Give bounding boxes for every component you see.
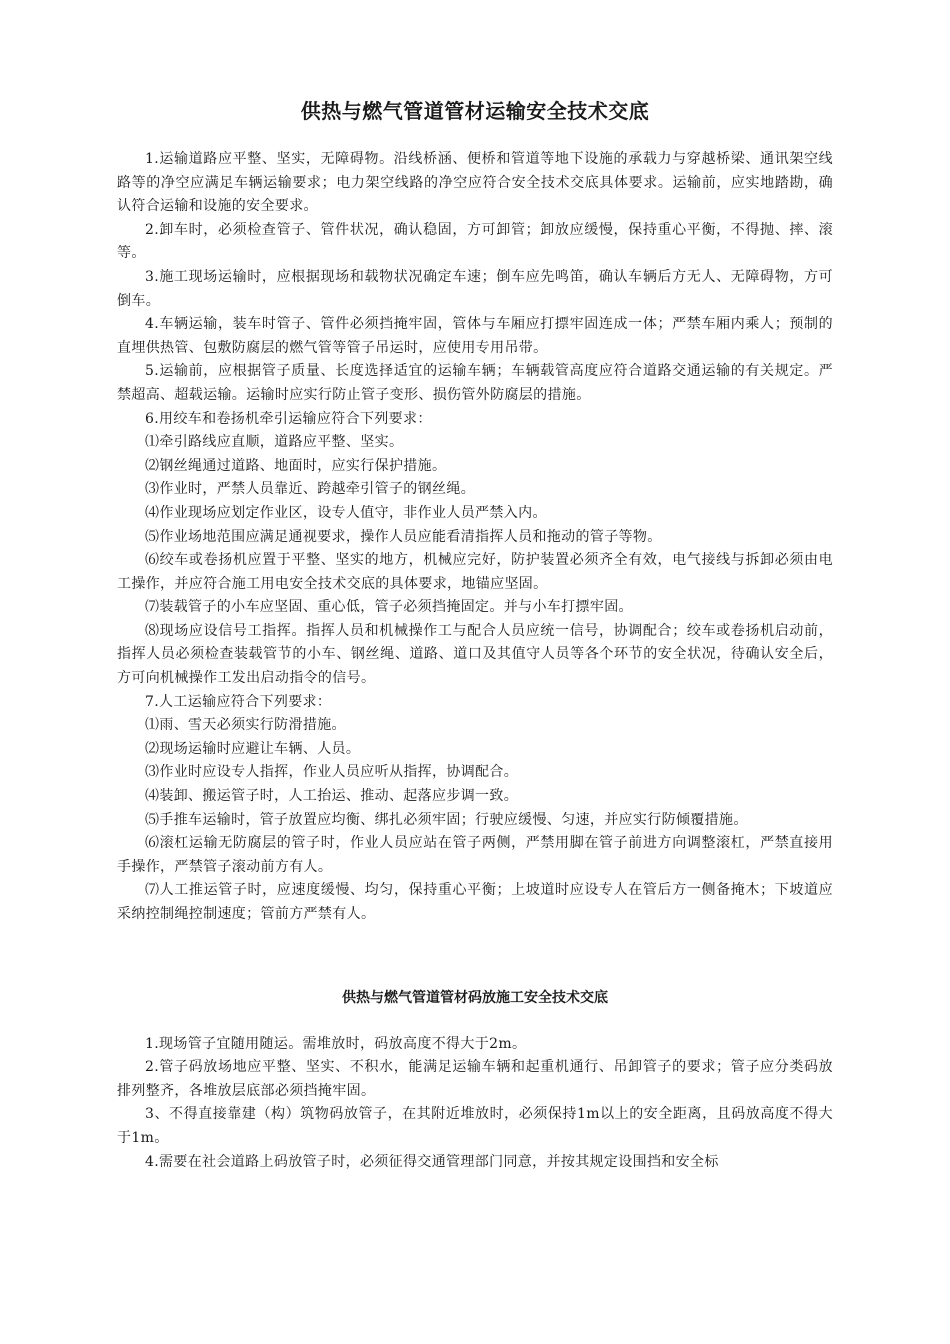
paragraph: ⑻现场应设信号工指挥。指挥人员和机械操作工与配合人员应统一信号，协调配合；绞车或卷扬机启动前，指挥人员必须检查装载管节的小车、钢丝绳、道路、道口及其值守人员等各个环节的安全状况，待确认安全后，方可向机械操作工发出启动指令的信号。	[117, 622, 833, 687]
paragraph: ⑶作业时应设专人指挥，作业人员应听从指挥，协调配合。	[145, 764, 519, 781]
paragraph: ⑺人工推运管子时，应速度缓慢、均匀，保持重心平衡；上坡道时应设专人在管后方一侧备掩木；下坡道应采纳控制绳控制速度；管前方严禁有人。	[117, 882, 833, 922]
paragraph: ⑹滚杠运输无防腐层的管子时，作业人员应站在管子两侧，严禁用脚在管子前进方向调整滚杠，严禁直接用手操作，严禁管子滚动前方有人。	[117, 835, 833, 875]
paragraph: 2.管子码放场地应平整、坚实、不积水，能满足运输车辆和起重机通行、吊卸管子的要求；管子应分类码放排列整齐，各堆放层底部必须挡掩牢固。	[117, 1059, 833, 1099]
paragraph: 7.人工运输应符合下列要求：	[145, 693, 332, 710]
paragraph: 1.现场管子宜随用随运。需堆放时，码放高度不得大于2m。	[145, 1035, 527, 1052]
paragraph: ⑵钢丝绳通过道路、地面时，应实行保护措施。	[145, 457, 447, 474]
paragraph: 4.车辆运输，装车时管子、管件必须挡掩牢固，管体与车厢应打摽牢固连成一体；严禁车厢内乘人；预制的直埋供热管、包敷防腐层的燃气管等管子吊运时，应使用专用吊带。	[117, 316, 833, 356]
paragraph: 3.施工现场运输时，应根据现场和载物状况确定车速；倒车应先鸣笛，确认车辆后方无人、无障碍物，方可倒车。	[117, 268, 833, 309]
document-page	[117, 96, 833, 1174]
paragraph: ⑴雨、雪天必须实行防滑措施。	[145, 717, 346, 734]
paragraph: 1.运输道路应平整、坚实，无障碍物。沿线桥涵、便桥和管道等地下设施的承载力与穿越桥梁、通讯架空线路等的净空应满足车辆运输要求；电力架空线路的净空应符合安全技术交底具体要求。运输前，应实地踏勘，确认符合运输和设施的安全要求。	[117, 151, 833, 215]
paragraph: ⑹绞车或卷扬机应置于平整、坚实的地方，机械应完好，防护装置必须齐全有效，电气接线与拆卸必须由电工操作，并应符合施工用电安全技术交底的具体要求，地锚应坚固。	[117, 552, 833, 592]
paragraph: ⑸作业场地范围应满足通视要求，操作人员应能看清指挥人员和拖动的管子等物。	[145, 528, 662, 545]
paragraph: 6.用绞车和卷扬机牵引运输应符合下列要求：	[145, 410, 432, 427]
paragraph: ⑵现场运输时应避让车辆、人员。	[145, 740, 361, 757]
section2-title: 供热与燃气管道管材码放施工安全技术交底	[342, 989, 608, 1006]
paragraph: ⑴牵引路线应直顺，道路应平整、坚实。	[145, 434, 404, 451]
paragraph: ⑺装载管子的小车应坚固、重心低，管子必须挡掩固定。并与小车打摽牢固。	[145, 599, 633, 616]
section1-title: 供热与燃气管道管材运输安全技术交底	[300, 99, 650, 123]
paragraph: ⑷装卸、搬运管子时，人工抬运、推动、起落应步调一致。	[145, 788, 519, 805]
paragraph: ⑸手推车运输时，管子放置应均衡、绑扎必须牢固；行驶应缓慢、匀速，并应实行防倾覆措施。	[145, 811, 748, 828]
section1-body	[117, 148, 833, 927]
paragraph: 5.运输前，应根据管子质量、长度选择适宜的运输车辆；车辆载管高度应符合道路交通运输的有关规定。严禁超高、超载运输。运输时应实行防止管子变形、损伤管外防腐层的措施。	[117, 363, 833, 403]
paragraph: 2.卸车时，必须检查管子、管件状况，确认稳固，方可卸管；卸放应缓慢，保持重心平衡，不得抛、摔、滚等。	[117, 221, 833, 262]
paragraph: 3、不得直接靠建（构）筑物码放管子，在其附近堆放时，必须保持1m以上的安全距离，且码放高度不得大于1m。	[117, 1106, 833, 1146]
section2-body	[117, 1033, 833, 1175]
paragraph: 4.需要在社会道路上码放管子时，必须征得交通管理部门同意，并按其规定设围挡和安全标	[145, 1153, 719, 1170]
paragraph: ⑷作业现场应划定作业区，设专人值守，非作业人员严禁入内。	[145, 504, 547, 521]
paragraph: ⑶作业时，严禁人员靠近、跨越牵引管子的钢丝绳。	[145, 481, 476, 498]
